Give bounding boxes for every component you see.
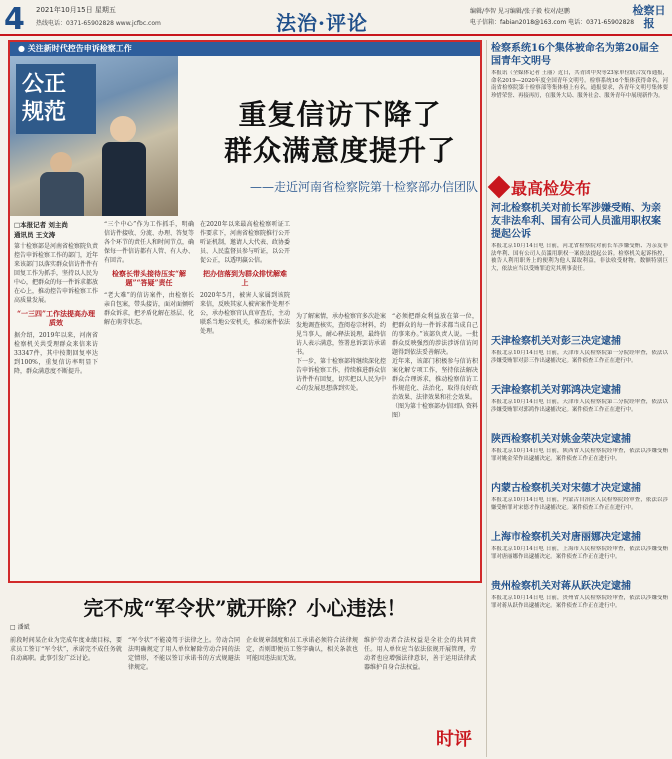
feature-byline xyxy=(14,220,68,240)
commentary-column-2: “军令状”不能凌驾于法律之上。劳动合同法明确规定了用人单位解除劳动合同的法定情形，不能以签订承诺书的方式规避法律规定。 xyxy=(128,637,240,671)
release-headline: 内蒙古检察机关对宋德才决定逮捕 xyxy=(491,483,641,494)
release-body: 本报北京10月14日电 日前，天津市人民检察院第一分院经审查，依法以涉嫌受贿罪对彭三作出逮捕决定。案件侦查工作正在进行中。 xyxy=(491,350,668,364)
article-column-2 xyxy=(104,220,194,582)
column-text: “三个中心”作为工作抓手，明确信访件接收、分流、办理、答复等各个环节的责任人和时间节点，确保每一件信访都有人管、有人办、有回音。 xyxy=(104,221,194,264)
diamond-icon xyxy=(488,176,511,199)
photo-person-body xyxy=(40,172,84,216)
byline-reporter: □本报记者 刘主尚 xyxy=(14,221,68,229)
release-headline: 天津检察机关对郭鸿决定逮捕 xyxy=(491,385,621,396)
section-title: 法治·评论 xyxy=(276,11,368,35)
release-item xyxy=(491,384,668,431)
photo-sign: 公正 规范 xyxy=(16,64,96,134)
commentary-column-1: 前段时间某企业为完成年度业绩目标，要求员工签订“军令状”，承诺完不成任务就自动离职。此事引发广泛讨论。 xyxy=(10,637,122,662)
column-subheading: 把办信落到为群众排忧解难上 xyxy=(203,269,287,287)
release-item xyxy=(491,580,668,627)
commentary-byline: □ 潘斌 xyxy=(10,624,30,631)
release-headline: 天津检察机关对彭三决定逮捕 xyxy=(491,336,621,347)
column-text: 下一步，第十检察部将继续深化控告申诉检察工作，持续推进群众信访件件有回复，切实把以人民为中心的发展思想落到实处。 xyxy=(296,358,386,392)
release-banner xyxy=(491,176,668,198)
editors-line: 编辑/李智 见习编辑/张子毅 校对/赵鹏 xyxy=(470,8,570,15)
feature-subhead: ——走近河南省检察院第十检察部办信团队 xyxy=(249,180,478,194)
release-item xyxy=(491,482,668,529)
release-body: 本报北京10月14日电 日前，天津市人民检察院第二分院经审查，依法以涉嫌受贿罪对郭鸿作出逮捕决定。案件侦查工作正在进行中。 xyxy=(491,399,668,413)
article-column-3 xyxy=(200,220,290,582)
column-subheading: 检察长带头接待压实“解题”“答疑”责任 xyxy=(111,269,187,287)
column-text: “必须把群众利益放在第一位，把群众的每一件诉求都当成自己的事来办。”该部负责人说。一批群众反映强烈的涉法涉诉信访问题得到依法妥善解决。 xyxy=(392,313,478,356)
youth-civilization-headline: 检察系统16个集体被命名为第20届全国青年文明号 xyxy=(491,43,659,67)
article-column-1 xyxy=(14,242,98,582)
column-text: 为了解案情，承办检察官多次赴案发地调查核实，查阅卷宗材料，约见当事人，耐心释法说理，最终信访人表示满意，签署息诉罢访承诺书。 xyxy=(296,313,386,356)
release-item xyxy=(491,531,668,578)
byline-correspondent: 通讯员 王文涛 xyxy=(14,231,56,239)
release-body: 本报北京10月14日电 日前，上海市人民检察院经审查，依法以涉嫌受贿罪对唐丽娜作出逮捕决定。案件侦查工作正在进行中。 xyxy=(491,546,668,560)
feature-article xyxy=(8,40,482,583)
feature-headline xyxy=(210,97,470,169)
headline-line-2: 群众满意度提升了 xyxy=(223,134,456,167)
release-body: 本报北京10月14日电 日前，河北省检察院对前长军涉嫌受贿、为亲友非法牟利、国有公司人员滥用职权一案依法提起公诉。检察机关起诉指控，被告人利用职务上的便利为他人谋取利益，非法收受财物，数额特别巨大，依法应当以受贿罪追究其刑事责任。 xyxy=(491,243,668,272)
feature-photo xyxy=(10,56,178,216)
release-body: 本报北京10月14日电 日前，贵州省人民检察院经审查，依法以涉嫌受贿罪对蒋从跃作出逮捕决定。案件侦查工作正在进行中。 xyxy=(491,595,668,609)
date-line: 2021年10月15日 星期五 xyxy=(36,6,116,14)
column-subheading: “一三四”工作法提高办理质效 xyxy=(16,309,96,327)
release-item xyxy=(491,433,668,480)
release-body: 本报北京10月14日电 日前，内蒙古自治区人民检察院经审查，依法以涉嫌受贿罪对宋德才作出逮捕决定。案件侦查工作正在进行中。 xyxy=(491,497,668,511)
photo-person-icon xyxy=(50,152,72,174)
column-text: “老大难”的信访案件，由检察长亲自包案，带头接访，面对面倾听群众诉求，把矛盾化解在基层、化解在萌芽状态。 xyxy=(104,292,194,326)
hotline: 热线电话：0371-65902828 www.jcfbc.com xyxy=(36,20,161,27)
commentary-headline: 完不成“军令状”就开除？小心违法！ xyxy=(83,596,407,620)
commentary-article xyxy=(8,592,482,757)
feature-banner: ● 关注新时代控告申诉检察工作 xyxy=(10,42,480,56)
release-title: 最高检发布 xyxy=(511,178,592,198)
release-item xyxy=(491,202,668,333)
editor-note: （图为第十检察部办信团队 资料图） xyxy=(392,403,478,419)
column-text: 据介绍，2019年以来，河南省检察机关共受理群众来信来访33347件，其中按期回复率达到100%，重复信访率明显下降，群众满意度不断提升。 xyxy=(14,332,98,375)
newspaper-logo: 检察日报 xyxy=(632,4,666,30)
column-text: 近年来，该部门积极参与信访积案化解专项工作，坚持依法解决群众合理诉求，推动检察信访工作规范化、法治化，取得良好政治效果、法律效果和社会效果。 xyxy=(392,358,478,401)
column-text: 2020年5月，被害人家属到该院来信，反映其家人被害案件处理不公，承办检察官认真审查后，主动联系当地公安机关，推动案件依法处理。 xyxy=(200,292,290,335)
article-column-4 xyxy=(296,312,386,582)
right-news-column xyxy=(486,40,668,757)
masthead xyxy=(0,0,672,36)
column-text: 在2020年以来最高检检察听证工作要求下，河南省检察院推行公开听证机制，邀请人大代表、政协委员、人民监督员参与听证，以公开促公正，以透明赢公信。 xyxy=(200,221,290,264)
page-number: 4 xyxy=(4,2,25,37)
release-headline: 上海市检察机关对唐丽娜决定逮捕 xyxy=(491,532,641,543)
headline-line-1: 重复信访下降了 xyxy=(238,98,442,131)
column-text: 第十检察部是河南省检察院负责控告申诉检察工作的部门，近年来该部门以落实群众信访件件有回复工作为抓手，坚持以人民为中心，把群众的每一件诉求都放在心上，推动控告申诉检察工作高质量发展。 xyxy=(14,243,98,304)
commentary-column-3: 企业规章制度和员工承诺必须符合法律规定，否则即便员工签字确认，相关条款也可能因违法而无效。 xyxy=(246,637,358,662)
release-headline: 陕西检察机关对姚金荣决定逮捕 xyxy=(491,434,631,445)
photo-person-icon xyxy=(110,116,136,142)
commentary-tag: 时评 xyxy=(436,729,472,750)
release-headline: 贵州检察机关对蒋从跃决定逮捕 xyxy=(491,581,631,592)
article-column-5 xyxy=(392,312,478,582)
release-body: 本报北京10月14日电 日前，陕西省人民检察院经审查，依法以涉嫌受贿罪对姚金荣作出逮捕决定。案件侦查工作正在进行中。 xyxy=(491,448,668,462)
contact-line: 电子信箱：fabian2018@163.com 电话：0371-65902828 xyxy=(470,19,635,26)
release-item xyxy=(491,335,668,382)
commentary-column-4: 维护劳动者合法权益是全社会的共同责任。用人单位应当依法依规开展管理，劳动者也应增强法律意识，善于运用法律武器维护自身合法权益。 xyxy=(364,637,476,671)
release-headline: 河北检察机关对前长军涉嫌受贿、为亲友非法牟利、国有公司人员滥用职权案提起公诉 xyxy=(491,203,661,240)
photo-person-body xyxy=(102,142,146,216)
youth-civilization-body: 本报讯（全媒体记者 王丽）近日，共青团中央等23家单位联合发布通报，命名2019—2020年度全国青年文明号。检察系统16个集体获得命名，河南省检察院第十检察部等集体榜上有名。通报要求，各青年文明号集体要珍惜荣誉、再接再厉，在服务大局、服务社会、服务青年中展现新作为。 xyxy=(491,70,668,99)
